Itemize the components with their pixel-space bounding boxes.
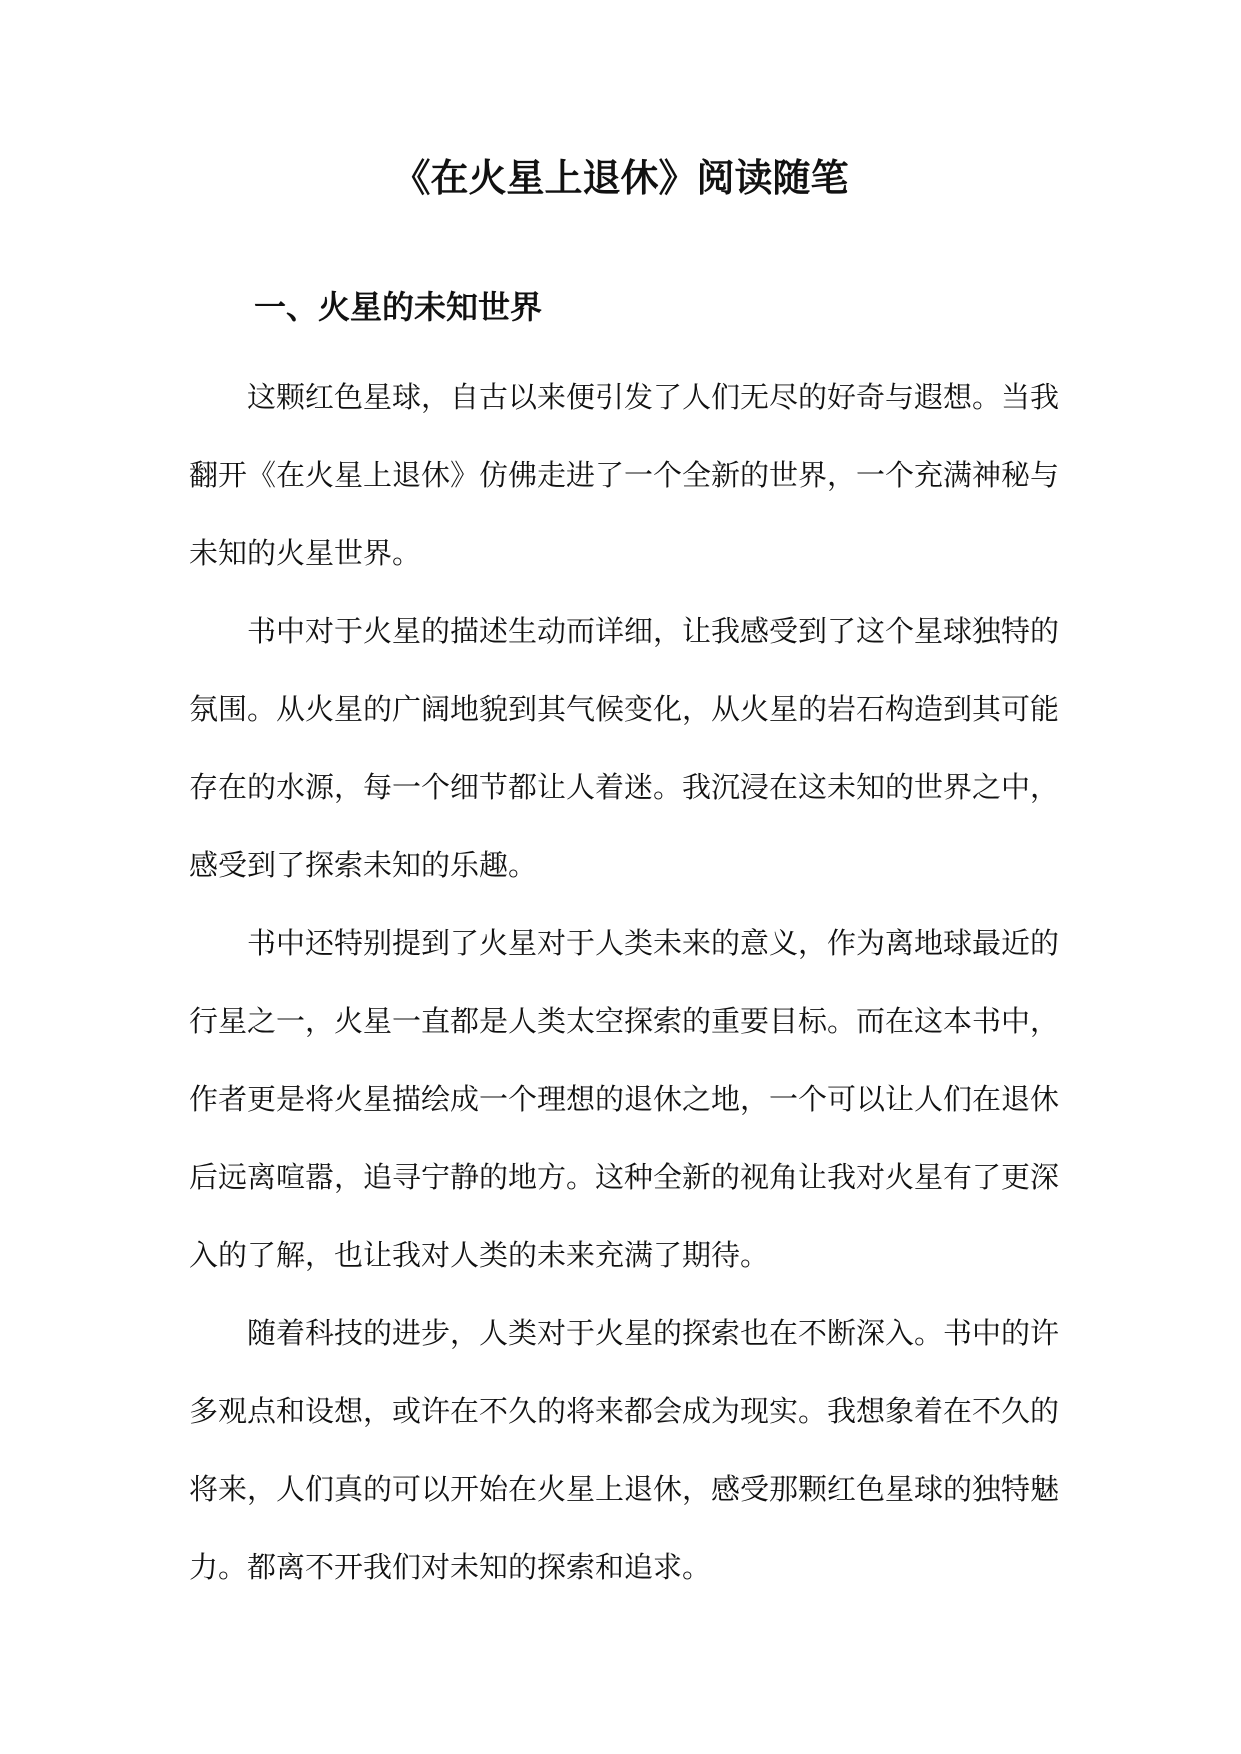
paragraph: 书中还特别提到了火星对于人类未来的意义，作为离地球最近的行星之一，火星一直都是人类太空探索的重要目标。而在这本书中，作者更是将火星描绘成一个理想的退休之地，一个可以让人们在退休后远离喧嚣，追寻宁静的地方。这种全新的视角让我对火星有了更深入的了解，也让我对人类的未来充满了期待。: [189, 926, 1060, 1272]
page-title: 《在火星上退休》阅读随笔: [392, 155, 849, 200]
paragraph: 书中对于火星的描述生动而详细，让我感受到了这个星球独特的氛围。从火星的广阔地貌到其气候变化，从火星的岩石构造到其可能存在的水源，每一个细节都让人着迷。我沉浸在这未知的世界之中，感受到了探索未知的乐趣。: [189, 614, 1060, 882]
paragraph: 这颗红色星球，自古以来便引发了人们无尽的好奇与遐想。当我翻开《在火星上退休》仿佛走进了一个全新的世界，一个充满神秘与未知的火星世界。: [189, 380, 1060, 570]
paragraph: 随着科技的进步，人类对于火星的探索也在不断深入。书中的许多观点和设想，或许在不久的将来都会成为现实。我想象着在不久的将来，人们真的可以开始在火星上退休，感受那颗红色星球的独特魅力。都离不开我们对未知的探索和追求。: [189, 1316, 1060, 1584]
body-text: [189, 358, 1059, 1606]
section-heading: 一、火星的未知世界: [254, 288, 543, 326]
